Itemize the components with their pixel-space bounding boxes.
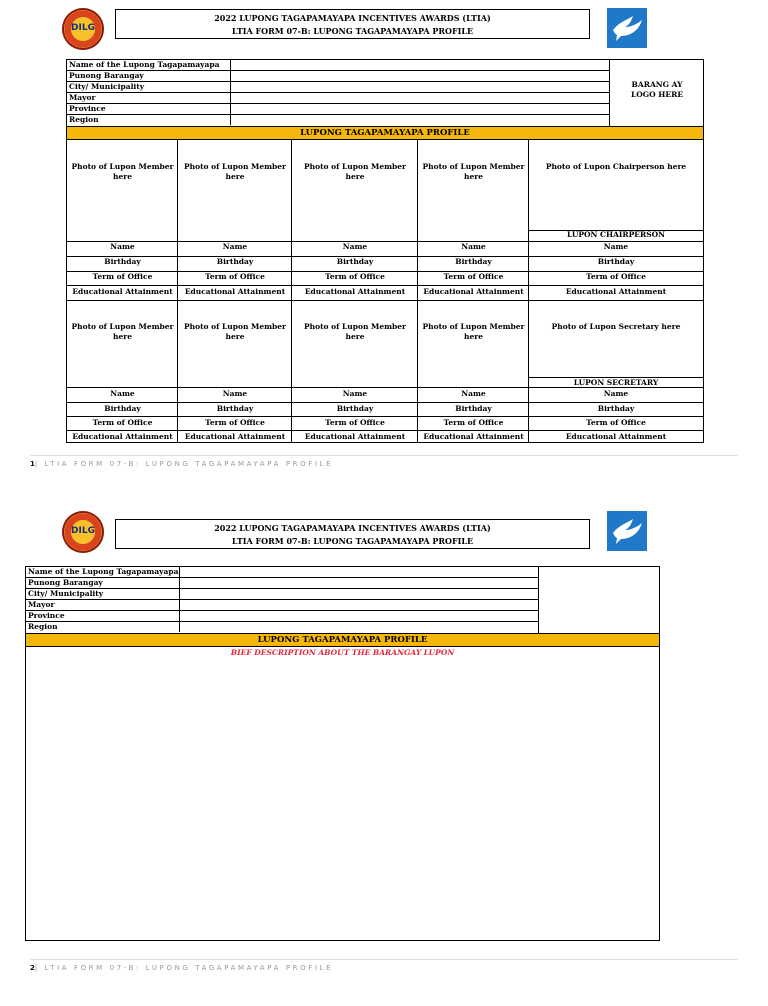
field-label-name: Name bbox=[222, 242, 248, 251]
divider bbox=[67, 402, 703, 403]
info-label: Province bbox=[69, 104, 106, 113]
info-input-field[interactable] bbox=[230, 93, 609, 103]
field-label-education: Educational Attainment bbox=[72, 432, 173, 441]
form-title-box bbox=[115, 9, 590, 39]
info-label: Province bbox=[28, 611, 65, 620]
field-label-term: Term of Office bbox=[443, 272, 504, 281]
barangay-logo-area bbox=[538, 567, 659, 633]
page2-form bbox=[25, 566, 660, 941]
info-label: Mayor bbox=[69, 93, 96, 102]
form-title-line2: LTIA FORM 07-B: LUPONG TAGAPAMAYAPA PROFILE bbox=[231, 536, 474, 546]
form-title-line1: 2022 LUPONG TAGAPAMAYAPA INCENTIVES AWARDS (LTIA) bbox=[214, 13, 491, 23]
photo-placeholder[interactable]: Photo of Lupon Member here bbox=[422, 162, 525, 181]
field-label-education: Educational Attainment bbox=[423, 432, 524, 441]
page2-footer bbox=[30, 959, 738, 972]
field-label-term: Term of Office bbox=[325, 418, 385, 427]
info-row bbox=[26, 589, 538, 600]
photo-placeholder[interactable]: Photo of Lupon Member here bbox=[71, 322, 174, 341]
divider bbox=[67, 430, 703, 431]
info-label: Region bbox=[28, 622, 58, 631]
secretary-photo-placeholder[interactable]: Photo of Lupon Secretary here bbox=[551, 322, 681, 331]
info-label: City/ Municipality bbox=[69, 82, 145, 91]
dove-logo-icon bbox=[607, 511, 647, 551]
info-input-field[interactable] bbox=[230, 60, 609, 70]
photo-placeholder[interactable]: Photo of Lupon Member here bbox=[303, 162, 407, 181]
page1-footer bbox=[30, 455, 738, 468]
page2-header bbox=[0, 511, 768, 561]
chairperson-role-label: LUPON CHAIRPERSON bbox=[566, 230, 666, 239]
field-label-name: Name bbox=[461, 389, 486, 398]
info-label: Mayor bbox=[28, 600, 55, 609]
field-label-term: Term of Office bbox=[586, 272, 646, 281]
field-label-education: Educational Attainment bbox=[565, 287, 667, 296]
info-input-field[interactable] bbox=[230, 71, 609, 81]
dilg-seal-icon: DILG bbox=[62, 511, 104, 553]
info-row bbox=[26, 578, 538, 589]
info-input-field[interactable] bbox=[179, 622, 538, 632]
photo-placeholder[interactable]: Photo of Lupon Member here bbox=[303, 322, 407, 341]
field-label-education: Educational Attainment bbox=[304, 287, 406, 296]
field-label-education: Educational Attainment bbox=[423, 287, 524, 296]
field-label-education: Educational Attainment bbox=[565, 432, 667, 441]
field-label-birthday: Birthday bbox=[216, 257, 254, 266]
profile-section-band: LUPONG TAGAPAMAYAPA PROFILE bbox=[67, 126, 703, 140]
divider bbox=[67, 300, 703, 301]
description-note: BIEF DESCRIPTION ABOUT THE BARANGAY LUPON bbox=[230, 648, 455, 657]
secretary-role-label: LUPON SECRETARY bbox=[573, 378, 659, 387]
info-row bbox=[67, 71, 609, 82]
info-row bbox=[67, 82, 609, 93]
field-label-name: Name bbox=[222, 389, 248, 398]
field-label-term: Term of Office bbox=[586, 418, 646, 427]
field-label-birthday: Birthday bbox=[336, 404, 374, 413]
info-row bbox=[67, 93, 609, 104]
photo-placeholder[interactable]: Photo of Lupon Member here bbox=[183, 322, 287, 341]
info-input-field[interactable] bbox=[230, 115, 609, 125]
info-input-field[interactable] bbox=[179, 600, 538, 610]
field-label-term: Term of Office bbox=[92, 418, 153, 427]
dilg-seal-icon: DILG bbox=[62, 8, 104, 50]
field-label-education: Educational Attainment bbox=[184, 287, 286, 296]
field-label-birthday: Birthday bbox=[455, 257, 492, 266]
field-label-name: Name bbox=[110, 389, 135, 398]
divider bbox=[67, 416, 703, 417]
field-label-birthday: Birthday bbox=[104, 257, 141, 266]
info-input-field[interactable] bbox=[179, 567, 538, 577]
info-row bbox=[26, 600, 538, 611]
info-row bbox=[26, 567, 538, 578]
info-label: Punong Barangay bbox=[69, 71, 144, 80]
info-label: Name of the Lupong Tagapamayapa bbox=[69, 60, 220, 69]
field-label-education: Educational Attainment bbox=[72, 287, 173, 296]
info-label: Region bbox=[69, 115, 99, 124]
field-label-education: Educational Attainment bbox=[184, 432, 286, 441]
info-label: Name of the Lupong Tagapamayapa bbox=[28, 567, 179, 576]
info-input-field[interactable] bbox=[230, 82, 609, 92]
field-label-name: Name bbox=[603, 242, 629, 251]
page1-form bbox=[66, 59, 704, 443]
field-label-name: Name bbox=[342, 242, 368, 251]
info-row bbox=[67, 60, 609, 71]
form-title-line1: 2022 LUPONG TAGAPAMAYAPA INCENTIVES AWARDS (LTIA) bbox=[214, 523, 491, 533]
photo-placeholder[interactable]: Photo of Lupon Member here bbox=[183, 162, 287, 181]
info-label: Punong Barangay bbox=[28, 578, 103, 587]
info-row bbox=[67, 104, 609, 115]
chairperson-photo-placeholder[interactable]: Photo of Lupon Chairperson here bbox=[545, 162, 687, 171]
page-number: 2 bbox=[30, 964, 35, 972]
divider bbox=[67, 285, 703, 286]
info-row bbox=[67, 115, 609, 126]
field-label-name: Name bbox=[342, 389, 368, 398]
field-label-term: Term of Office bbox=[443, 418, 504, 427]
field-label-term: Term of Office bbox=[205, 418, 265, 427]
field-label-birthday: Birthday bbox=[455, 404, 492, 413]
field-label-term: Term of Office bbox=[205, 272, 265, 281]
member-grid bbox=[67, 140, 703, 443]
info-row bbox=[26, 611, 538, 622]
field-label-birthday: Birthday bbox=[216, 404, 254, 413]
photo-placeholder[interactable]: Photo of Lupon Member here bbox=[422, 322, 525, 341]
info-label: City/ Municipality bbox=[28, 589, 104, 598]
field-label-term: Term of Office bbox=[325, 272, 385, 281]
field-label-birthday: Birthday bbox=[597, 257, 635, 266]
footer-text: | LTIA FORM 07-B: LUPONG TAGAPAMAYAPA PROFILE bbox=[34, 964, 334, 972]
photo-placeholder[interactable]: Photo of Lupon Member here bbox=[71, 162, 174, 181]
field-label-education: Educational Attainment bbox=[304, 432, 406, 441]
page1-header bbox=[0, 8, 768, 58]
divider bbox=[67, 387, 703, 388]
field-label-name: Name bbox=[461, 242, 486, 251]
info-input-field[interactable] bbox=[230, 104, 609, 114]
dove-logo-icon bbox=[607, 8, 647, 48]
form-title-box bbox=[115, 519, 590, 549]
field-label-name: Name bbox=[603, 389, 629, 398]
description-textarea[interactable] bbox=[26, 659, 659, 940]
field-label-term: Term of Office bbox=[92, 272, 153, 281]
field-label-birthday: Birthday bbox=[597, 404, 635, 413]
field-label-birthday: Birthday bbox=[104, 404, 141, 413]
form-title-line2: LTIA FORM 07-B: LUPONG TAGAPAMAYAPA PROFILE bbox=[231, 26, 474, 36]
field-label-name: Name bbox=[110, 242, 135, 251]
barangay-logo-placeholder: BARANG AY LOGO HERE bbox=[609, 60, 704, 126]
page-number: 1 bbox=[30, 460, 35, 468]
info-input-field[interactable] bbox=[179, 611, 538, 621]
field-label-birthday: Birthday bbox=[336, 257, 374, 266]
info-row bbox=[26, 622, 538, 633]
profile-section-band: LUPONG TAGAPAMAYAPA PROFILE bbox=[26, 633, 659, 647]
info-input-field[interactable] bbox=[179, 578, 538, 588]
info-input-field[interactable] bbox=[179, 589, 538, 599]
footer-text: | LTIA FORM 07-B: LUPONG TAGAPAMAYAPA PROFILE bbox=[34, 460, 334, 468]
